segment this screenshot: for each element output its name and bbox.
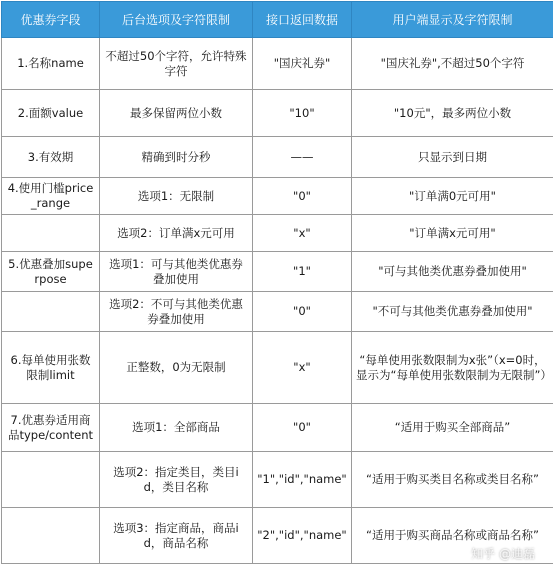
cell-api: "x" xyxy=(253,332,352,404)
table-row xyxy=(2,137,553,178)
cell-display: "订单满0元可用" xyxy=(352,178,553,215)
cell-field: 2.面额value xyxy=(2,90,100,137)
coupon-field-table xyxy=(1,1,553,564)
cell-field xyxy=(2,508,100,564)
table-row xyxy=(2,252,553,292)
cell-field: 7.优惠券适用商品type/content xyxy=(2,404,100,452)
cell-option: 选项3：指定商品，商品id，商品名称 xyxy=(100,508,253,564)
cell-field: 6.每单使用张数限制limit xyxy=(2,332,100,404)
header-field: 优惠券字段 xyxy=(2,2,100,38)
cell-option: 选项2：指定类目，类目id，类目名称 xyxy=(100,452,253,508)
cell-option: 不超过50个字符，允许特殊字符 xyxy=(100,38,253,90)
cell-field: 1.名称name xyxy=(2,38,100,90)
cell-api: —— xyxy=(253,137,352,178)
cell-field: 5.优惠叠加superpose xyxy=(2,252,100,292)
cell-option: 精确到时分秒 xyxy=(100,137,253,178)
cell-field: 4.使用门槛price_range xyxy=(2,178,100,215)
cell-display: “每单使用张数限制为x张”（x=0时，显示为“每单使用张数限制为无限制”） xyxy=(352,332,553,404)
cell-field xyxy=(2,215,100,252)
cell-api: "1","id","name" xyxy=(253,452,352,508)
cell-option: 正整数，0为无限制 xyxy=(100,332,253,404)
cell-api: "x" xyxy=(253,215,352,252)
cell-api: "0" xyxy=(253,404,352,452)
cell-display: "订单满x元可用" xyxy=(352,215,553,252)
cell-api: "国庆礼券" xyxy=(253,38,352,90)
cell-display: "国庆礼券",不超过50个字符 xyxy=(352,38,553,90)
header-option: 后台选项及字符限制 xyxy=(100,2,253,38)
cell-display: "10元"，最多两位小数 xyxy=(352,90,553,137)
cell-display: “适用于购买商品名称或商品名称” xyxy=(352,508,553,564)
table-row xyxy=(2,178,553,215)
cell-field xyxy=(2,452,100,508)
cell-option: 选项1：可与其他类优惠券叠加使用 xyxy=(100,252,253,292)
cell-option: 选项1：全部商品 xyxy=(100,404,253,452)
table-row xyxy=(2,215,553,252)
cell-option: 最多保留两位小数 xyxy=(100,90,253,137)
cell-field xyxy=(2,292,100,332)
cell-display: "不可与其他类优惠券叠加使用" xyxy=(352,292,553,332)
cell-option: 选项2：订单满x元可用 xyxy=(100,215,253,252)
table-row xyxy=(2,38,553,90)
table-row xyxy=(2,452,553,508)
cell-display: “适用于购买全部商品” xyxy=(352,404,553,452)
cell-api: "0" xyxy=(253,292,352,332)
cell-api: "2","id","name" xyxy=(253,508,352,564)
table-row xyxy=(2,404,553,452)
header-display: 用户端显示及字符限制 xyxy=(352,2,553,38)
header-api: 接口返回数据 xyxy=(253,2,352,38)
cell-option: 选项2：不可与其他类优惠券叠加使用 xyxy=(100,292,253,332)
table-header-row xyxy=(2,2,553,38)
cell-api: "10" xyxy=(253,90,352,137)
cell-display: "可与其他类优惠券叠加使用" xyxy=(352,252,553,292)
table-row xyxy=(2,90,553,137)
table-row xyxy=(2,332,553,404)
watermark: 知乎 @迪磊 xyxy=(471,547,535,561)
cell-api: "1" xyxy=(253,252,352,292)
cell-display: “适用于购买类目名称或类目名称” xyxy=(352,452,553,508)
table-row xyxy=(2,292,553,332)
cell-display: 只显示到日期 xyxy=(352,137,553,178)
cell-field: 3.有效期 xyxy=(2,137,100,178)
cell-option: 选项1：无限制 xyxy=(100,178,253,215)
cell-api: "0" xyxy=(253,178,352,215)
